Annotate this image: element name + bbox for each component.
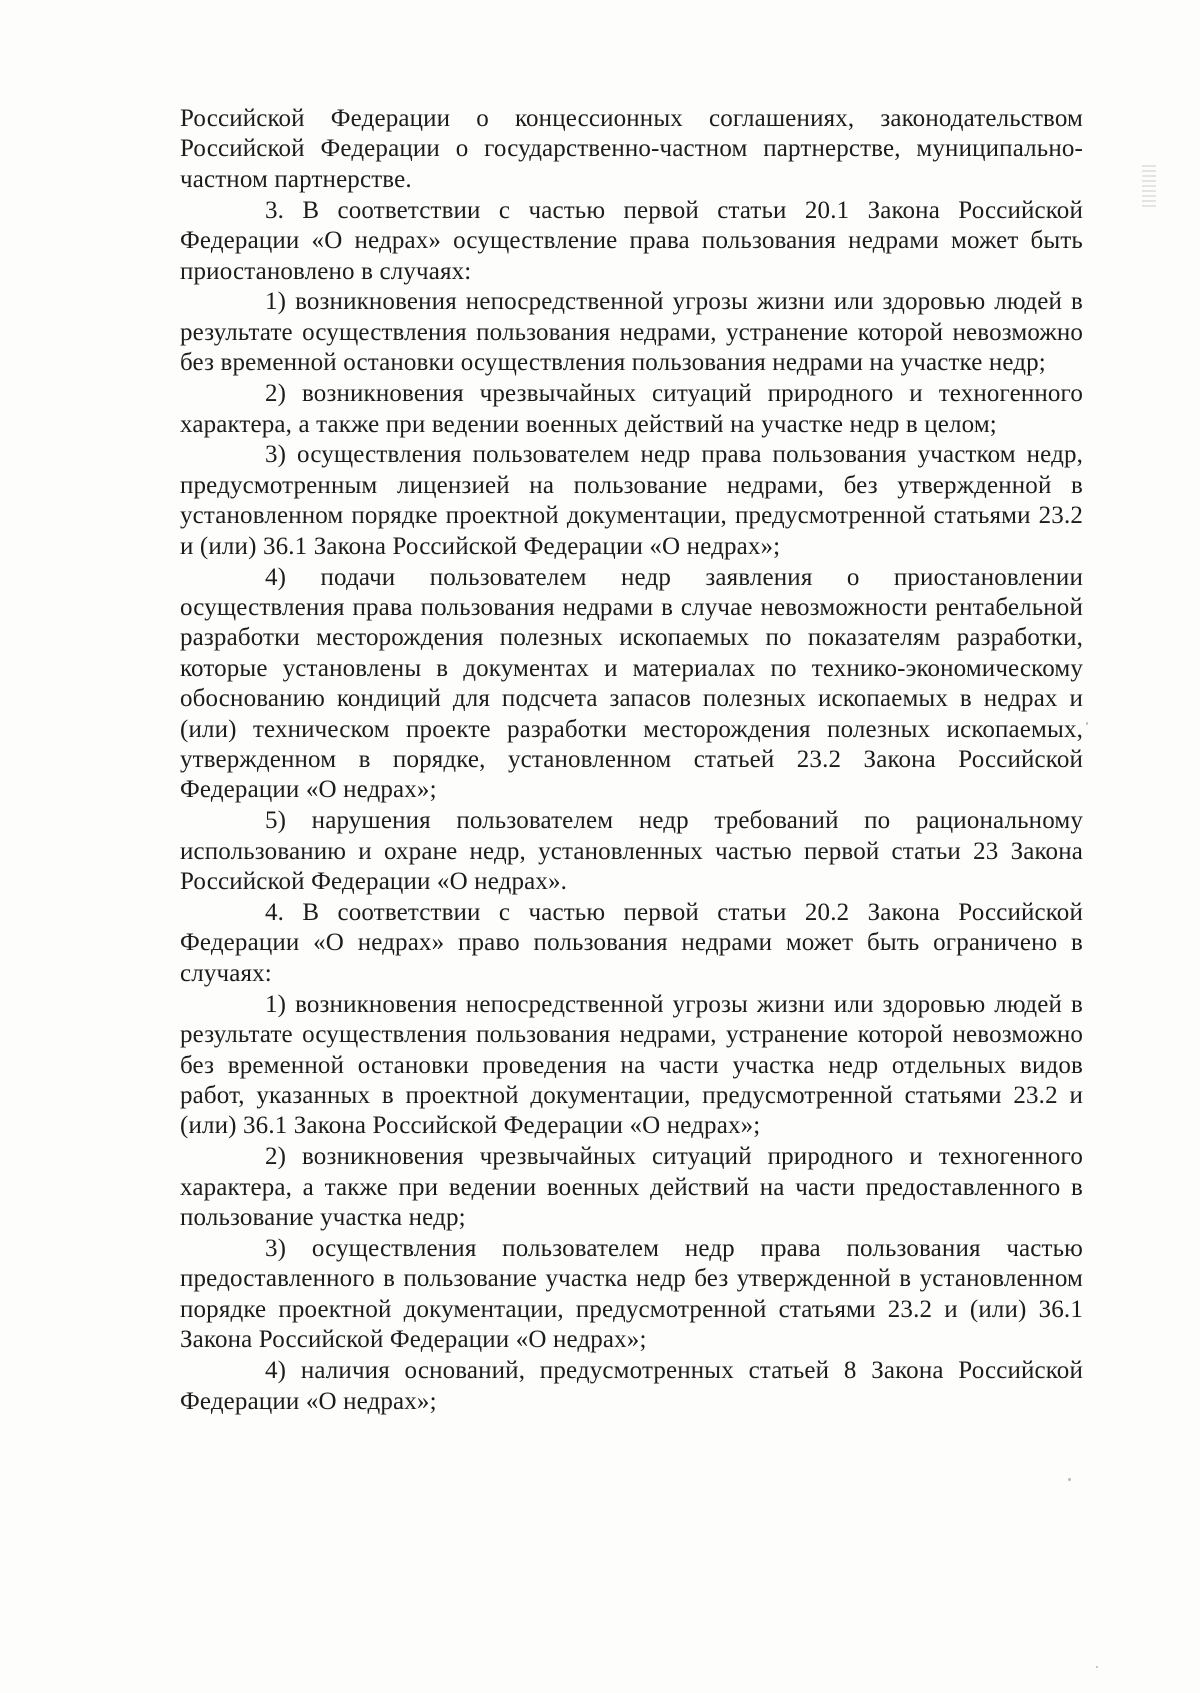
scan-artifact (1096, 1666, 1098, 1668)
paragraph-section-3-item-1: 1) возникновения непосредственной угрозы жизни или здоровью людей в результате осуществления пользования недрами, устранение которой невозможно без временной остановки осуществления пользования недрами на участке недр; (180, 288, 1083, 377)
scan-artifact (1142, 165, 1156, 207)
paragraph-section-4: 4. В соответствии с частью первой статьи 20.2 Закона Российской Федерации «О недрах» право пользования недрами может быть ограничено в случаях: (180, 899, 1083, 987)
paragraph-section-3-item-3: 3) осуществления пользователем недр права пользования участком недр, предусмотренным лицензией на пользование недрами, без утвержденной в установленном порядке проектной документации, предусмотренной статьями 23.2 и (или) 36.1 Закона Российской Федерации «О недрах»; (180, 441, 1083, 560)
document-body (180, 104, 1083, 1417)
paragraph-section-4-item-4: 4) наличия оснований, предусмотренных статьей 8 Закона Российской Федерации «О недрах»; (180, 1357, 1083, 1415)
scan-artifact (1086, 722, 1088, 725)
paragraph-section-4-item-3: 3) осуществления пользователем недр права пользования частью предоставленного в пользование участка недр без утвержденной в установленном порядке проектной документации, предусмотренной статьями 23.2 и (или) 36.1 Закона Российской Федерации «О недрах»; (180, 1235, 1083, 1354)
paragraph-section-4-item-1: 1) возникновения непосредственной угрозы жизни или здоровью людей в результате осуществления пользования недрами, устранение которой невозможно без временной остановки проведения на части участка недр отдельных видов работ, указанных в проектной документации, предусмотренной статьями 23.2 и (или) 36.1 Закона Российской Федерации «О недрах»; (180, 990, 1083, 1140)
scan-artifact (1068, 1478, 1071, 1481)
paragraph-section-3-item-5: 5) нарушения пользователем недр требований по рациональному использованию и охране недр, установленных частью первой статьи 23 Закона Российской Федерации «О недрах». (180, 807, 1083, 896)
paragraph-section-4-item-2: 2) возникновения чрезвычайных ситуаций природного и техногенного характера, а также при ведении военных действий на части предоставленного в пользование участка недр; (180, 1143, 1083, 1232)
paragraph-section-3: 3. В соответствии с частью первой статьи 20.1 Закона Российской Федерации «О недрах» осуществление права пользования недрами может быть приостановлено в случаях: (180, 196, 1083, 285)
paragraph-section-3-item-2: 2) возникновения чрезвычайных ситуаций природного и техногенного характера, а также при ведении военных действий на участке недр в целом; (180, 380, 1083, 438)
paragraph-continuation: Российской Федерации о концессионных соглашениях, законодательством Российской Федерации о государственно-частном партнерстве, муниципально-частном партнерстве. (180, 105, 1083, 193)
paragraph-section-3-item-4: 4) подачи пользователем недр заявления о приостановлении осуществления права пользования недрами в случае невозможности рентабельной разработки месторождения полезных ископаемых по показателям разработки, которые установлены в документах и материалах по технико-экономическому обоснованию кондиций для подсчета запасов полезных ископаемых в недрах и (или) техническом проекте разработки месторождения полезных ископаемых, утвержденном в порядке, установленном статьей 23.2 Закона Российской Федерации «О недрах»; (180, 563, 1083, 804)
